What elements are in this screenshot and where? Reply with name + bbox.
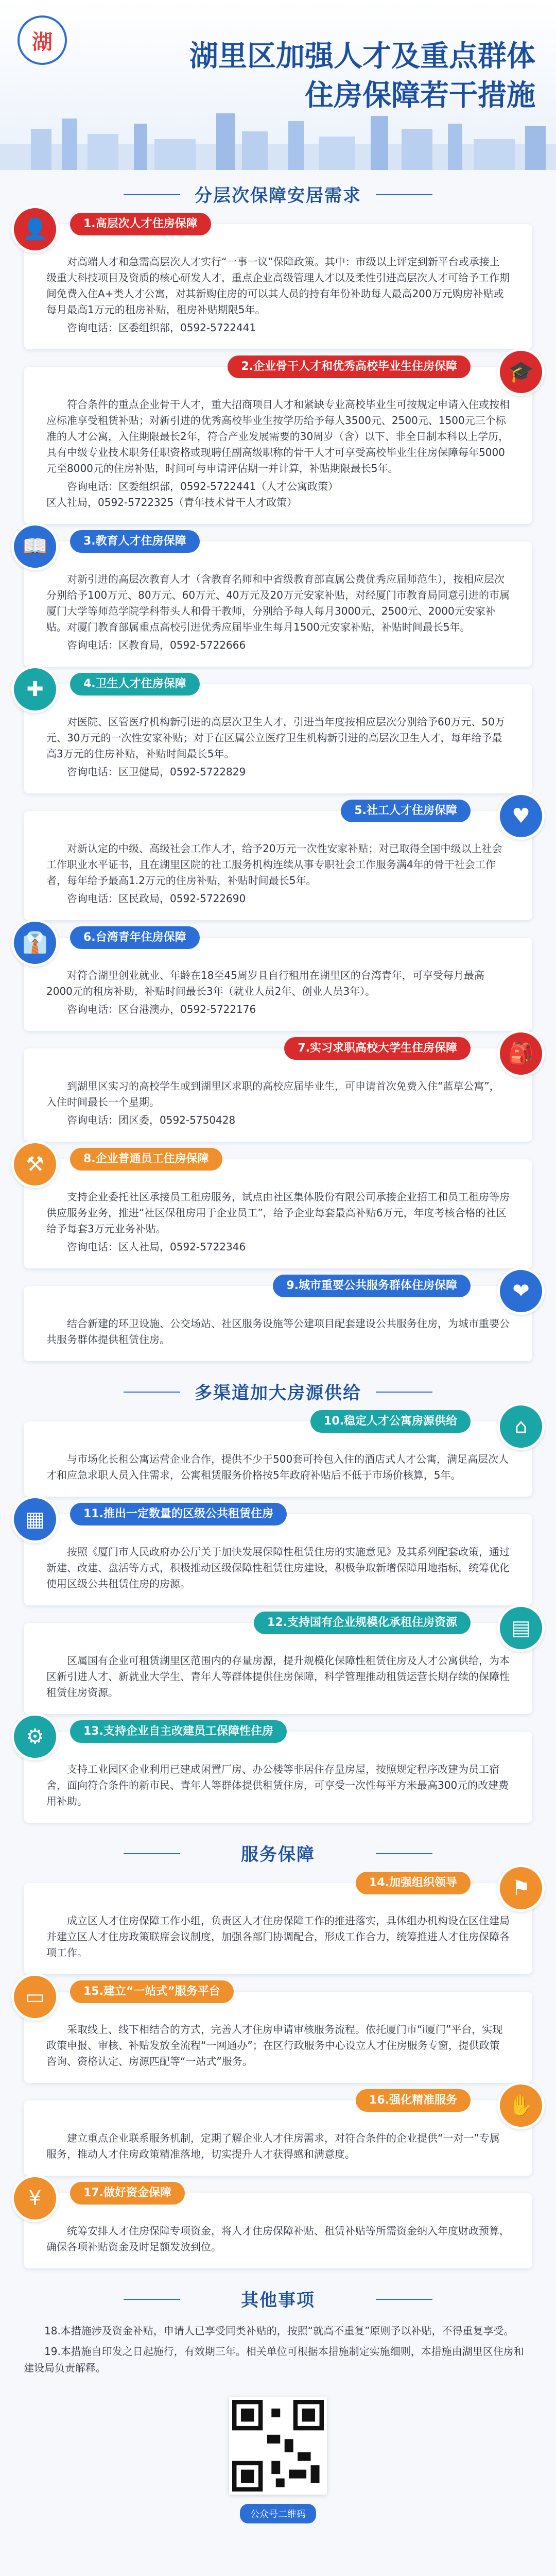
card-8-tag: 8.企业普通员工住房保障	[70, 1148, 222, 1171]
title-line-1: 湖里区加强人才及重点群体	[189, 39, 535, 73]
card-5-body: 对新认定的中级、高级社会工作人才，给予20万元一次性安家补贴；对已取得全国中级以上社会工作职业水平证书，且在湖里区院的社工服务机构连续从事专职社会工作服务满4年的骨干社会工作者，每年给予最高1.2万元的住房补贴，补贴时间最长5年。	[46, 842, 502, 887]
card-4-tag: 4.卫生人才住房保障	[70, 673, 200, 696]
card-1	[22, 217, 532, 349]
card-16-tag: 16.强化精准服务	[356, 2089, 471, 2112]
qr-code[interactable]	[229, 2397, 327, 2495]
card-3-contact: 咨询电话：区教育局，0592-5722666	[67, 639, 246, 651]
card-17-body: 统筹安排人才住房保障专项资金，将人才住房保障补贴、租赁补贴等所需资金纳入年度财政预算，确保各项补贴资金及时足额发放到位。	[46, 2225, 510, 2253]
skyline-illustration	[0, 108, 556, 170]
apartment-icon: ▤	[497, 1604, 545, 1652]
other-item-19: 19.本措施自印发之日起施行，有效期三年。相关单位可根据本措施制定实施细则，本措施由湖里区住房和建设局负责解释。	[24, 2345, 524, 2374]
card-8-body: 支持企业委托社区承接员工租房服务，试点由社区集体股份有限公司承接企业招工和员工租房等房供应服务业务，推进“社区保租房用于企业员工”，给予企业每套最高补贴6万元，年度考核合格的社区给予每套3万元业务补贴。	[46, 1191, 510, 1235]
card-1-contact: 咨询电话：区委组织部，0592-5722441	[67, 321, 256, 334]
social-worker-icon: ♥	[497, 792, 545, 840]
card-5-tag: 5.社工人才住房保障	[341, 800, 471, 822]
card-17	[24, 2187, 532, 2268]
card-14	[24, 1876, 532, 1974]
card-11-tag: 11.推出一定数量的区级公共租赁住房	[70, 1503, 287, 1526]
card-3-tag: 3.教育人才住房保障	[70, 530, 200, 553]
section-title-housing-supply: 多渠道加大房源供给	[124, 1379, 432, 1404]
other-items	[24, 2323, 532, 2376]
card-5-contact: 咨询电话：区民政局，0592-5722690	[67, 892, 246, 905]
card-13-tag: 13.支持企业自主改建员工保障性住房	[70, 1720, 287, 1743]
card-14-tag: 14.加强组织领导	[356, 1872, 471, 1894]
card-6-body: 对符合湖里创业就业、年龄在18至45周岁且自行租用在湖里区的台湾青年，可享受每月最高2000元的租房补助，补贴时间最长3年（就业人员2年、创业人员3年）。	[46, 969, 484, 997]
card-2-contact: 咨询电话：区委组织部，0592-5722441（人才公寓政策） 区人社局，0592-5722325（青年技术骨干人才政策）	[46, 480, 339, 509]
card-7-body: 到湖里区实习的高校学生或到湖里区求职的高校应届毕业生，可申请首次免费入住“蓝草公寓”，入住时间最长一个星期。	[46, 1080, 500, 1108]
card-17-tag: 17.做好资金保障	[70, 2182, 185, 2205]
qr-block	[201, 2397, 355, 2523]
medical-icon: ✚	[11, 666, 59, 713]
card-9-body: 结合新建的环卫设施、公交场站、社区服务设施等公建项目配套建设公共服务住房，为城市重要公共服务群体提供租赁住房。	[46, 1317, 510, 1346]
card-6	[22, 931, 532, 1031]
card-11	[24, 1507, 532, 1605]
card-16-body: 建立重点企业联系服务机制，定期了解企业人才住房需求，对符合条件的企业提供“一对一”专属服务，推动人才住房政策精准落地，切实提升人才获得感和满意度。	[46, 2132, 500, 2160]
logo-glyph: 湖	[32, 30, 53, 54]
card-13	[24, 1725, 532, 1823]
hero-banner	[0, 0, 556, 170]
card-9-tag: 9.城市重要公共服务群体住房保障	[273, 1275, 471, 1297]
card-8	[24, 1153, 532, 1268]
card-8-contact: 咨询电话：区人社局，0592-5722346	[67, 1241, 246, 1253]
card-6-contact: 咨询电话：区台港澳办，0592-5722176	[67, 1003, 256, 1015]
card-5	[24, 804, 532, 920]
tie-icon: 👔	[11, 919, 59, 967]
card-15-body: 采取线上、线下相结合的方式，完善人才住房申请审核服务流程。依托厦门市“i厦门”平台，实现政策申报、审核、补贴发放全流程“一网通办”；在区行政服务中心设立人才住房服务专窗，提供政策咨询、资格认定、房源匹配等“一站式”服务。	[46, 2023, 503, 2067]
card-14-body: 成立区人才住房保障工作小组，负责区人才住房保障工作的推进落实，具体组办机构设在区住建局并建立区人才住房政策联席会议制度，加强各部门协调配合，形成工作合力，统筹推进人才住房保障各项工作。	[46, 1914, 510, 1959]
flag-icon: ⚑	[497, 1865, 545, 1912]
card-10-body: 与市场化长租公寓运营企业合作，提供不少于500套可拎包入住的酒店式人才公寓，满足高层次人才和应急求职人员入住需求，公寓租赁服务价格按5年政府补贴后不低于市场价核算，5年。	[46, 1453, 509, 1481]
handshake-icon: ✋	[497, 2082, 545, 2129]
card-12-tag: 12.支持国有企业规模化承租住房资源	[254, 1612, 471, 1634]
section-title-service: 服务保障	[124, 1840, 432, 1866]
student-icon: 🎒	[497, 1030, 545, 1077]
district-logo	[18, 15, 67, 65]
card-2	[24, 360, 534, 524]
card-7-contact: 咨询电话：团区委，0592-5750428	[67, 1114, 236, 1126]
factory-icon: ⚙	[11, 1713, 59, 1760]
card-10	[24, 1415, 532, 1497]
qr-label: 公众号二维码	[240, 2504, 316, 2523]
card-15-tag: 15.建立“一站式”服务平台	[70, 1980, 234, 2003]
card-6-tag: 6.台湾青年住房保障	[70, 926, 200, 949]
monitor-icon: ▭	[11, 1973, 59, 2021]
card-16	[24, 2094, 534, 2176]
other-item-18: 18.本措施涉及资金补贴，申请人已享受同类补贴的，按照“就高不重复”原则予以补贴，不得重复享受。	[44, 2325, 514, 2337]
card-4	[24, 677, 532, 793]
card-11-body: 按照《厦门市人民政府办公厅关于加快发展保障性租赁住房的实施意见》及其系列配套政策，通过新建、改建、盘活等方式，积极推动区级保障性租赁住房建设，积极争取新增保障用地指标，统筹优化使用区级公共租赁住房的房源。	[46, 1546, 510, 1590]
card-7-tag: 7.实习求职高校大学生住房保障	[284, 1037, 471, 1060]
card-2-tag: 2.企业骨干人才和优秀高校毕业生住房保障	[228, 355, 471, 378]
card-1-tag: 1.高层次人才住房保障	[70, 213, 211, 235]
user-icon: 👤	[11, 206, 59, 253]
card-1-body: 对高端人才和急需高层次人才实行“一事一议”保障政策。其中：市级以上评定到新平台或承接上级重大科技项目及资质的核心研发人才，重点企业高级管理人才以及柔性引进高层次人才可给予工作期间免费入住A+类人才公寓，对其新购住房的可以其人员的持有年份补助每人最高200万元购房补贴或每月最高1万元的租房补贴，租房补贴期限5年。	[46, 256, 510, 316]
section-title-other: 其他事项	[124, 2286, 432, 2311]
card-12-body: 区属国有企业可租赁湖里区范围内的存量房源，提升规模化保障性租赁住房及人才公寓供给，为本区新引进人才、新就业大学生、青年人等群体提供住房保障，科学管理推动租赁运营长期存续的保障性租赁住房资源。	[46, 1654, 510, 1699]
card-4-body: 对医院、区管医疗机构新引进的高层次卫生人才，引进当年度按相应层次分别给予60万元、50万元、30万元的一次性安家补贴；对于在区属公立医疗卫生机构新引进的高层次卫生人才，每年给予最高3万元的住房补贴，补贴时间最长5年。	[46, 716, 505, 760]
worker-icon: ⚒	[11, 1141, 59, 1188]
card-10-tag: 10.稳定人才公寓房源供给	[310, 1410, 471, 1433]
card-7	[24, 1042, 534, 1142]
house-icon: ⌂	[497, 1403, 545, 1450]
card-3	[22, 535, 532, 667]
card-3-body: 对新引进的高层次教育人才（含教育名师和中省级教育部直属公费优秀应届师范生），按相应层次分别给予100万元、80万元、60万元、40万元及20万元安家补贴，对经厦门市教育局同意引进的市属厦门大学等师范学院学科带头人和骨干教师，分别给予每人每月3000元、2500元、2000元安家补贴。对厦门教育部属重点高校引进优秀应届毕业生每月1500元安家补贴，补贴时间最长5年。	[46, 573, 510, 633]
heart-hand-icon: ❤	[497, 1267, 545, 1315]
card-9	[24, 1279, 532, 1361]
page-title	[165, 37, 535, 115]
section-title-tiered-housing: 分层次保障安居需求	[124, 181, 432, 207]
money-bag-icon: ¥	[11, 2175, 59, 2222]
card-13-body: 支持工业园区企业利用已建成闲置厂房、办公楼等非居住存量房屋，按照规定程序改建为员工宿舍，面向符合条件的新市民、青年人等群体提供租赁住房，可享受一次性每平方米最高300元的改建费用补助。	[46, 1763, 509, 1807]
graduation-cap-icon: 🎓	[497, 348, 545, 396]
card-12	[24, 1616, 532, 1714]
building-icon: ▦	[11, 1496, 59, 1543]
card-4-contact: 咨询电话：区卫健局，0592-5722829	[67, 766, 246, 778]
card-15	[24, 1985, 532, 2083]
card-2-body: 符合条件的重点企业骨干人才，重大招商项目人才和紧缺专业高校毕业生可按规定申请入住或按相应标准享受租赁补贴；对新引进的优秀高校毕业生按学历给予每人3500元、2500元、1500元三个标准的人才公寓，入住期限最长2年，符合产业发展需要的30周岁（含）以下、非全日制本科以上学历，具有中级专业技术职务任职资格或现聘任副高级职称的骨干人才可享受高校毕业生住房保障每年5000元至8000元的住房补贴，时间可与申请评估期一并计算，补贴期限最长5年。	[46, 398, 510, 474]
teacher-icon: 📖	[11, 523, 59, 570]
title-line-2: 住房保障若干措施	[305, 78, 535, 112]
